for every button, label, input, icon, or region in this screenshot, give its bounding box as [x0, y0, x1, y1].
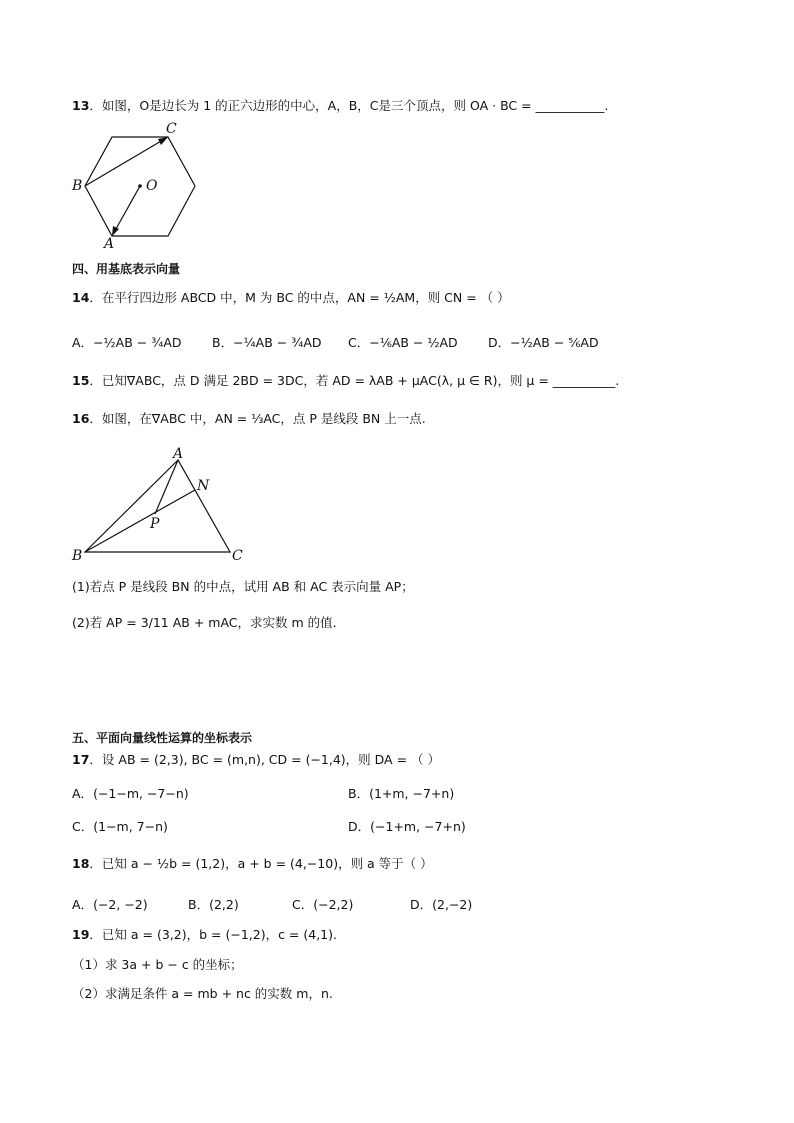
label-n: N [197, 478, 210, 494]
triangle-figure [70, 440, 250, 570]
label-b: B [72, 178, 83, 194]
q19-text: 19．已知 a = (3,2)，b = (−1,2)，c = (4,1). [72, 927, 337, 942]
q13-text: 13．如图，O是边长为 1 的正六边形的中心，A，B，C是三个顶点，则 OA · BC = ___________. [72, 98, 609, 113]
label-c: C [166, 121, 177, 137]
q14-option-a: A．−½AB − ¾AD [72, 335, 182, 350]
q18-option-a: A．(−2, −2) [72, 897, 148, 912]
arrowhead-a [112, 226, 119, 236]
label-a: A [104, 236, 115, 252]
q19-part1: （1）求 3a + b − c 的坐标； [72, 957, 243, 972]
q18-option-c: C．(−2,2) [292, 897, 354, 912]
q19-number: 19 [72, 927, 90, 942]
q17-text: 17．设 AB = (2,3), BC = (m,n), CD = (−1,4)，则 DA = （ ） [72, 752, 441, 767]
q13-body: 如图，O是边长为 1 的正六边形的中心，A，B，C是三个顶点，则 OA · BC = ___________. [101, 98, 609, 113]
q15-text: 15．已知∇ABC，点 D 满足 2BD = 3DC，若 AD = λAB + μAC(λ, μ ∈ R)，则 μ = __________. [72, 373, 620, 388]
q16-number: 16 [72, 411, 90, 426]
arrowhead-c [158, 137, 168, 145]
q19-body: 已知 a = (3,2)，b = (−1,2)，c = (4,1). [101, 927, 337, 942]
center-point-o [138, 184, 142, 188]
q18-text: 18．已知 a − ½b = (1,2)，a + b = (4,−10)，则 a 等于（ ） [72, 856, 433, 871]
q18-number: 18 [72, 856, 90, 871]
hexagon-figure [70, 120, 210, 250]
q14-option-c: C．−⅙AB − ½AD [348, 335, 458, 350]
triangle-abc [85, 460, 230, 552]
q18-option-b: B．(2,2) [188, 897, 239, 912]
q14-body: 在平行四边形 ABCD 中，M 为 BC 的中点，AN = ½AM，则 CN = （ ） [101, 290, 510, 305]
q15-body: 已知∇ABC，点 D 满足 2BD = 3DC，若 AD = λAB + μAC(λ, μ ∈ R)，则 μ = __________. [101, 373, 620, 388]
label-b: B [72, 548, 83, 564]
q17-option-b: B．(1+m, −7+n) [348, 786, 455, 801]
q14-text: 14．在平行四边形 ABCD 中，M 为 BC 的中点，AN = ½AM，则 CN = （ ） [72, 290, 510, 305]
q17-body: 设 AB = (2,3), BC = (m,n), CD = (−1,4)，则 DA = （ ） [101, 752, 441, 767]
section-5-title: 五、平面向量线性运算的坐标表示 [72, 731, 253, 745]
q16-part1: (1)若点 P 是线段 BN 的中点，试用 AB 和 AC 表示向量 AP； [72, 579, 414, 594]
q16-part2: (2)若 AP = 3/11 AB + mAC，求实数 m 的值. [72, 615, 337, 630]
q14-option-b: B．−¼AB − ¾AD [212, 335, 322, 350]
label-p: P [150, 516, 160, 532]
q13-number: 13 [72, 98, 90, 113]
segment-bn [85, 490, 195, 552]
q14-option-d: D．−½AB − ⅚AD [488, 335, 599, 350]
label-a: A [173, 446, 184, 462]
label-c: C [232, 548, 243, 564]
q18-body: 已知 a − ½b = (1,2)，a + b = (4,−10)，则 a 等于（ ） [101, 856, 433, 871]
q19-part2: （2）求满足条件 a = mb + nc 的实数 m，n. [72, 986, 333, 1001]
q17-option-d: D．(−1+m, −7+n) [348, 819, 466, 834]
q17-option-c: C．(1−m, 7−n) [72, 819, 168, 834]
q16-body: 如图，在∇ABC 中，AN = ⅓AC，点 P 是线段 BN 上一点. [101, 411, 426, 426]
q15-number: 15 [72, 373, 90, 388]
q18-option-d: D．(2,−2) [410, 897, 473, 912]
section-4-title: 四、用基底表示向量 [72, 262, 181, 276]
q17-number: 17 [72, 752, 90, 767]
q14-number: 14 [72, 290, 90, 305]
q17-option-a: A．(−1−m, −7−n) [72, 786, 189, 801]
q16-text: 16．如图，在∇ABC 中，AN = ⅓AC，点 P 是线段 BN 上一点. [72, 411, 426, 426]
label-o: O [146, 178, 158, 194]
